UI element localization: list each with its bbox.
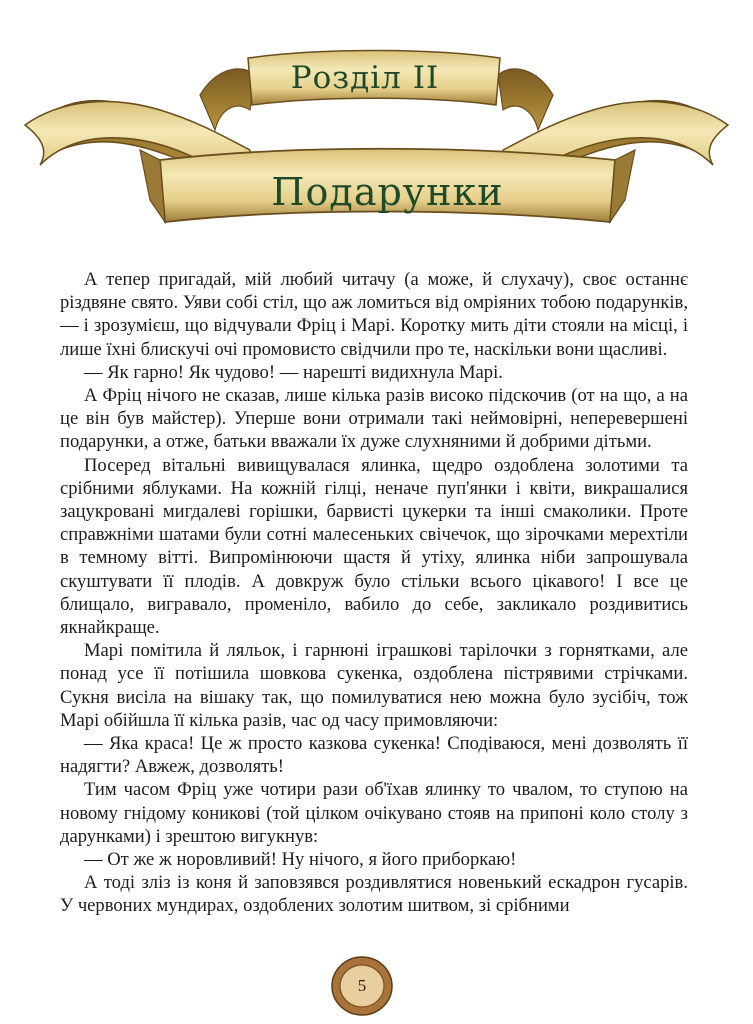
page-number: 5 bbox=[357, 976, 367, 995]
paragraph: Тим часом Фріц уже чотири рази об'їхав ялинку то чвалом, то ступою на новому гнідому коникові (той цілком очікувано стояв на припоні коло столу з дарунками) і зрештою вигукнув: bbox=[60, 779, 688, 847]
paragraph: А тепер пригадай, мій любий читачу (а може, й слухачу), своє останнє різдвяне свято. Уяви собі стіл, що аж ломиться від омріяних тобою подарунків,— і зрозумієш, що відчували Фріц і Марі. Коротку мить діти стояли на місці, і лише їхні блискучі очі промовисто свідчили про те, наскільки вони щасливі. bbox=[60, 269, 688, 360]
chapter-title: Подарунки bbox=[271, 170, 504, 214]
chapter-label: Розділ ІІ bbox=[290, 60, 440, 96]
chapter-banner bbox=[0, 0, 753, 255]
paragraph: А тоді зліз із коня й заповзявся роздивлятися новенький ескадрон гусарів. У червоних мундирах, оздоблених золотим шитвом, зі срібними bbox=[60, 872, 688, 917]
paragraph: — Яка краса! Це ж просто казкова сукенка! Сподіваюся, мені дозволять її надягти? Авжеж, дозволять! bbox=[60, 733, 688, 778]
paragraph: А Фріц нічого не сказав, лише кілька разів високо підскочив (от на що, а на це він був майстер). Уперше вони отримали такі неймовірні, неперевершені подарунки, а отже, батьки вважали їх дуже слухняними й добрими дітьми. bbox=[60, 385, 688, 453]
body-text bbox=[60, 268, 688, 918]
paragraph: — Як гарно! Як чудово! — нарешті видихнула Марі. bbox=[84, 361, 503, 383]
paragraph: — От же ж норовливий! Ну нічого, я його приборкаю! bbox=[84, 849, 517, 871]
paragraph: Посеред вітальні вивищувалася ялинка, щедро оздоблена золотими та срібними яблуками. На кожній гілці, неначе пуп'янки і квіти, викрашалися зацукровані мигдалеві горішки, барвисті цукерки та інші смаколики. Проте справжніми шатами були сотні малесеньких свічечок, що зірочками мерехтіли в темному вітті. Випромінюючи щастя й утіху, ялинка ніби запрошувала скуштувати її плодів. А довкруж було стільки всього цікавого! І все це блищало, вигравало, променіло, вабило до себе, закликало роздивитись якнайкраще. bbox=[60, 454, 688, 639]
paragraph: Марі помітила й ляльок, і гарнюні іграшкові тарілочки з горнятками, але понад усе її потішила шовкова сукенка, оздоблена пістрявими стрічками. Сукня висіла на вішаку так, що помилуватися нею можна було зусібіч, тож Марі обійшла її кілька разів, час од часу примовляючи: bbox=[60, 640, 688, 731]
page-number-seal bbox=[330, 955, 394, 1017]
